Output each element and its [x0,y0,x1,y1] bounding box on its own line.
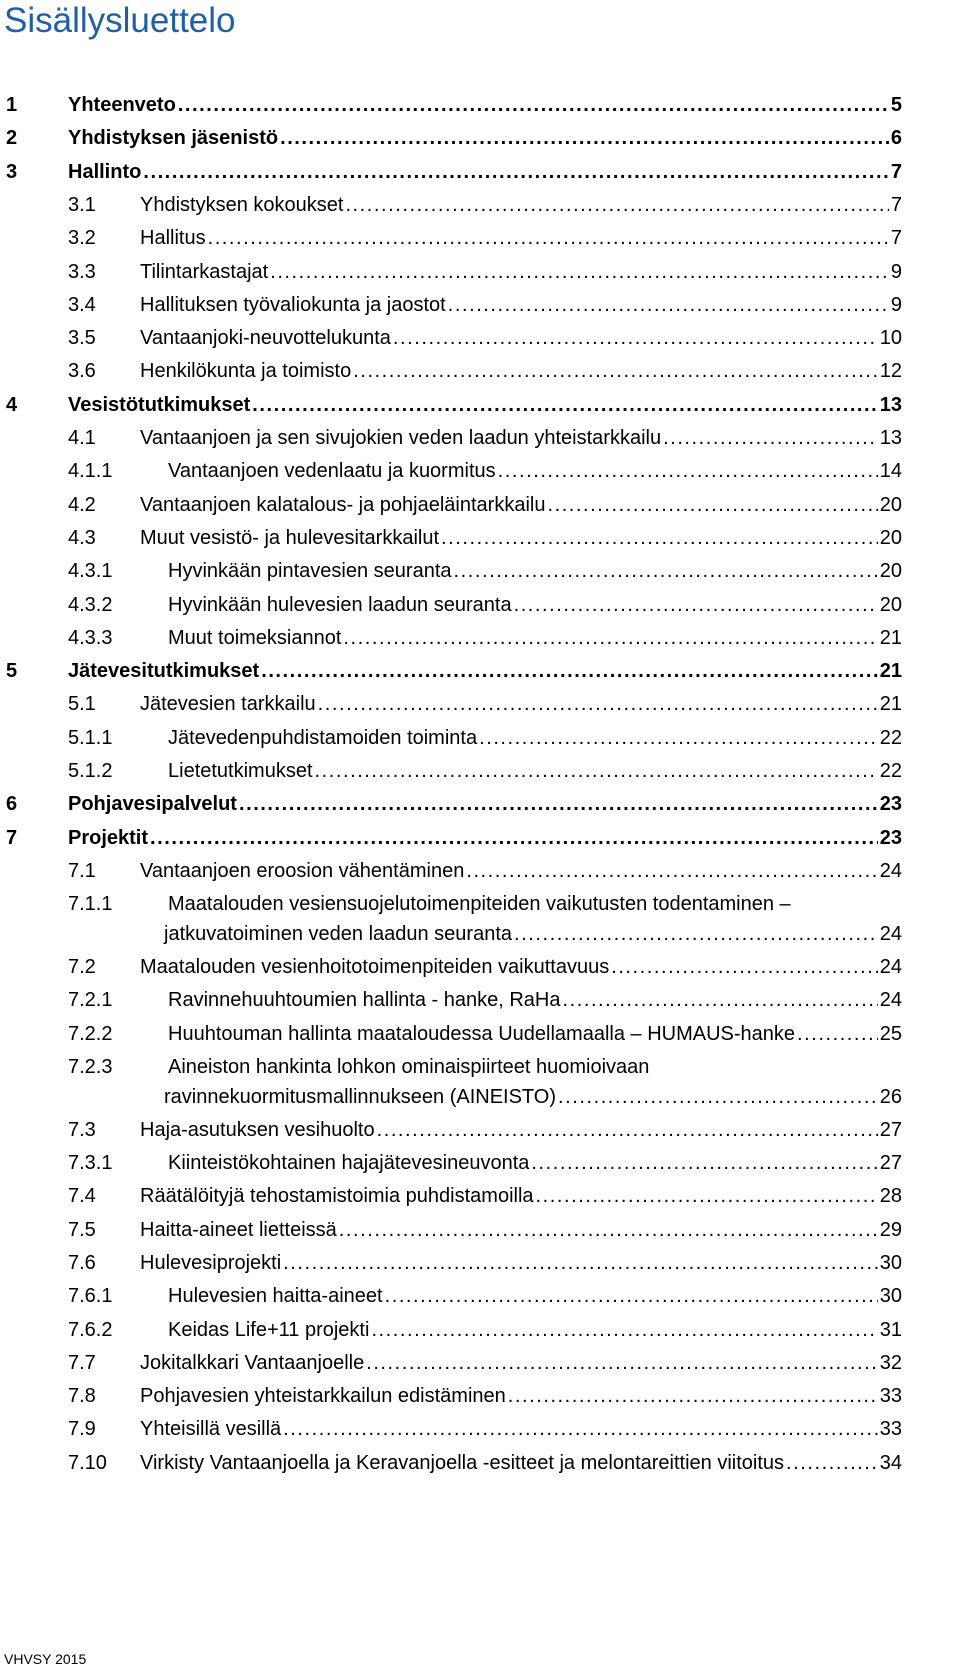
toc-entry-title: Virkisty Vantaanjoella ja Keravanjoella -esitteet ja melontareittien viitoitus [140,1451,785,1474]
dot-leader [466,858,877,884]
dot-leader [150,825,878,851]
toc-entry-title: Kiinteistökohtainen hajajätevesineuvonta [168,1152,530,1174]
toc-entry-title: Tilintarkastajat [140,260,269,283]
toc-entry-number: 4.3.2 [68,593,113,616]
toc-entry-title: Hyvinkään pintavesien seuranta [168,560,452,583]
dot-leader [239,791,878,817]
toc-entry-number: 7.3 [68,1118,96,1141]
toc-entry-page-number: 9 [890,260,902,283]
toc-entry[interactable] [0,758,960,784]
toc-entry-number: 7.3.1 [68,1152,113,1174]
toc-entry-page-number: 28 [879,1185,902,1208]
toc-entry-title: Hulevesien haitta-aineet [168,1285,383,1308]
toc-entry-title: Hallituksen työvaliokunta ja jaostot [140,293,446,316]
toc-entry-title: Yhdistyksen kokoukset [140,193,344,216]
toc-entry-number: 3.4 [68,293,96,316]
toc-entry-page-number: 30 [879,1251,902,1274]
toc-entry[interactable] [0,125,960,151]
toc-entry[interactable] [0,1183,960,1209]
toc-entry[interactable] [0,1283,960,1309]
toc-entry-number: 3 [6,160,18,183]
toc-entry-number: 7.2.1 [68,989,113,1012]
toc-entry-page-number: 5 [890,94,902,116]
toc-entry-page-number: 20 [879,493,902,516]
toc-entry-page-number: 9 [890,293,902,316]
toc-entry-number: 7.6.1 [68,1285,113,1308]
dot-leader [479,725,878,751]
dot-leader [393,325,878,351]
dot-leader [252,392,877,418]
toc-entry-page-number: 23 [879,793,902,816]
dot-leader [377,1117,878,1143]
toc-entry-title: Pohjavesipalvelut [68,793,237,816]
toc-entry-title: jatkuvatoiminen veden laadun seuranta [164,923,513,946]
toc-entry-number: 7.1.1 [68,893,113,916]
toc-entry[interactable] [0,1416,960,1442]
dot-leader [531,1150,877,1176]
toc-entry[interactable] [0,825,960,851]
toc-entry-title: Hulevesiprojekti [140,1251,282,1274]
toc-entry-number: 5.1.2 [68,760,113,782]
toc-entry[interactable] [0,558,960,584]
dot-leader [797,1021,878,1047]
toc-entry-title: Maatalouden vesienhoitotoimenpiteiden vaikuttavuus [140,956,610,978]
toc-entry-page-number: 30 [879,1285,902,1308]
toc-entry-title: Yhteisillä vesillä [140,1418,282,1441]
toc-entry-page-number: 24 [879,989,902,1012]
dot-leader [366,1350,878,1376]
toc-entry-number: 5 [6,660,18,683]
dot-leader [353,358,878,384]
page-footer: VHVSY 2015 [4,1651,87,1667]
toc-entry[interactable] [0,1054,960,1110]
dot-leader [385,1283,878,1309]
toc-entry-number: 4.2 [68,493,96,516]
toc-entry-page-number: 20 [879,526,902,549]
toc-entry-title: Projektit [68,826,149,849]
toc-entry-number: 6 [6,793,18,816]
dot-leader [547,492,877,518]
toc-entry-page-number: 25 [879,1022,902,1045]
toc-entry-number: 4.3 [68,526,96,549]
dot-leader [280,125,889,151]
toc-entry[interactable] [0,259,960,285]
toc-entry-page-number: 20 [879,593,902,616]
toc-entry-page-number: 14 [879,460,902,483]
toc-entry-page-number: 24 [879,859,902,882]
toc-entry-page-number: 12 [879,360,902,383]
toc-entry-number: 7.9 [68,1418,96,1441]
toc-entry[interactable] [0,658,960,684]
toc-entry-title: Jätevedenpuhdistamoiden toiminta [168,726,478,749]
toc-entry-title: Lietetutkimukset [168,760,313,782]
toc-entry[interactable] [0,1383,960,1409]
toc-entry-number: 7.10 [68,1451,107,1474]
toc-entry-title-line1: Aineiston hankinta lohkon ominaispiirteet huomioivaan [168,1055,650,1078]
dot-leader [558,1084,878,1110]
toc-entry-page-number: 34 [879,1451,902,1474]
toc-entry-title: Yhdistyksen jäsenistö [68,127,279,150]
toc-entry-title: Vesistötutkimukset [68,393,251,416]
toc-entry-title: Keidas Life+11 projekti [168,1318,370,1341]
toc-entry[interactable] [0,1350,960,1376]
toc-entry-page-number: 31 [879,1318,902,1341]
toc-entry[interactable] [0,791,960,817]
toc-entry-title: Hallinto [68,160,142,183]
toc-entry-page-number: 22 [879,726,902,749]
toc-entry[interactable] [0,891,960,947]
toc-entry[interactable] [0,625,960,651]
toc-entry-page-number: 23 [879,826,902,849]
dot-leader [178,92,889,118]
dot-leader [514,921,878,947]
toc-entry-number: 7.6 [68,1251,96,1274]
toc-entry-page-number: 27 [879,1152,902,1174]
toc-entry-title: Huuhtouman hallinta maataloudessa Uudellamaalla – HUMAUS-hanke [168,1022,796,1045]
toc-entry-number: 3.1 [68,193,96,216]
toc-entry[interactable] [0,1117,960,1143]
toc-entry[interactable] [0,325,960,351]
toc-entry-page-number: 24 [879,923,902,946]
toc-entry[interactable] [0,858,960,884]
dot-leader [318,691,878,717]
toc-entry-page-number: 13 [879,393,902,416]
toc-entry-page-number: 32 [879,1351,902,1374]
toc-entry-title: Ravinnehuuhtoumien hallinta - hanke, RaHa [168,989,561,1012]
toc-entry-page-number: 33 [879,1418,902,1441]
toc-entry[interactable] [0,1317,960,1343]
toc-entry-number: 3.2 [68,227,96,250]
toc-entry-page-number: 22 [879,760,902,782]
toc-entry[interactable] [0,159,960,185]
toc-entry-number: 7.6.2 [68,1318,113,1341]
toc-entry[interactable] [0,358,960,384]
toc-entry-page-number: 7 [890,227,902,250]
toc-entry-title: Vantaanjoen vedenlaatu ja kuormitus [168,460,496,483]
toc-entry[interactable] [0,592,960,618]
dot-leader [611,954,878,980]
toc-entry-number: 4.3.3 [68,626,113,649]
toc-entry-number: 5.1.1 [68,726,113,749]
toc-entry-title: Vantaanjoen eroosion vähentäminen [140,859,465,882]
dot-leader [343,625,877,651]
toc-entry-title: Vantaanjoki-neuvottelukunta [140,327,391,350]
toc-entry-title: Jokitalkkari Vantaanjoelle [140,1351,365,1374]
toc-entry-title: Jätevesien tarkkailu [140,693,316,716]
toc-entry-title: Muut toimeksiannot [168,626,342,649]
toc-entry-page-number: 26 [879,1085,902,1108]
toc-entry[interactable] [0,725,960,751]
toc-entry[interactable] [0,192,960,218]
toc-entry-title: Haja-asutuksen vesihuolto [140,1118,375,1141]
toc-entry-title: Hallitus [140,227,206,250]
toc-entry[interactable] [0,1450,960,1476]
toc-entry-number: 5.1 [68,693,96,716]
toc-entry[interactable] [0,92,960,118]
toc-entry[interactable] [0,525,960,551]
toc-entry-page-number: 24 [879,956,902,978]
dot-leader [283,1250,878,1276]
dot-leader [786,1450,878,1476]
toc-entry-number: 7.8 [68,1385,96,1408]
toc-entry-page-number: 7 [890,193,902,216]
toc-entry[interactable] [0,954,960,980]
dot-leader [448,292,889,318]
toc-entry-page-number: 13 [879,427,902,449]
toc-entry-number: 3.6 [68,360,96,383]
toc-entry-page-number: 29 [879,1218,902,1241]
dot-leader [270,259,889,285]
toc-entry-title: Vantaanjoen kalatalous- ja pohjaeläintarkkailu [140,493,546,516]
dot-leader [441,525,878,551]
dot-leader [283,1416,878,1442]
toc-entry-title: ravinnekuormitusmallinnukseen (AINEISTO) [164,1085,557,1108]
toc-entry-number: 3.5 [68,327,96,350]
toc-entry-title: Vantaanjoen ja sen sivujokien veden laadun yhteistarkkailu [140,427,662,449]
toc-entry[interactable] [0,1250,960,1276]
toc-entry-number: 1 [6,94,18,116]
toc-entry-number: 7.4 [68,1185,96,1208]
toc-entry[interactable] [0,492,960,518]
toc-entry-number: 7.5 [68,1218,96,1241]
dot-leader [208,225,889,251]
dot-leader [371,1317,877,1343]
dot-leader [508,1383,878,1409]
toc-entry-number: 7.7 [68,1351,96,1374]
toc-entry[interactable] [0,691,960,717]
toc-entry-number: 7 [6,826,18,849]
toc-entry[interactable] [0,292,960,318]
toc-entry-title: Pohjavesien yhteistarkkailun edistäminen [140,1385,506,1408]
toc-entry-title: Haitta-aineet lietteissä [140,1218,337,1241]
toc-entry-title: Muut vesistö- ja hulevesitarkkailut [140,526,440,549]
toc-entry-number: 7.2 [68,956,96,978]
toc-entry-page-number: 21 [879,660,902,683]
toc-entry-number: 2 [6,127,18,150]
toc-entry-page-number: 21 [879,693,902,716]
dot-leader [454,558,878,584]
toc-entry-number: 3.3 [68,260,96,283]
toc-entry[interactable] [0,987,960,1013]
toc-entry-page-number: 10 [879,327,902,350]
toc-entry-number: 7.2.2 [68,1022,113,1045]
toc-entry-page-number: 6 [890,127,902,150]
toc-entry-page-number: 21 [879,626,902,649]
toc-entry-number: 4.1 [68,427,96,449]
toc-entry[interactable] [0,1217,960,1243]
toc-entry-number: 7.1 [68,859,96,882]
toc-entry[interactable] [0,1021,960,1047]
toc-entry-page-number: 7 [890,160,902,183]
toc-entry[interactable] [0,1150,960,1176]
toc-entry-title: Räätälöityjä tehostamistoimia puhdistamoilla [140,1185,534,1208]
toc-entry-page-number: 33 [879,1385,902,1408]
toc-entry-title: Jätevesitutkimukset [68,660,260,683]
toc-entry-number: 4.1.1 [68,460,113,483]
dot-leader [315,758,878,784]
dot-leader [498,458,878,484]
toc-entry[interactable] [0,458,960,484]
toc-entry-number: 4 [6,393,18,416]
toc-entry-page-number: 20 [879,560,902,583]
dot-leader [514,592,878,618]
toc-entry-number: 4.3.1 [68,560,113,583]
toc-entry[interactable] [0,225,960,251]
toc-entry[interactable] [0,392,960,418]
dot-leader [536,1183,878,1209]
dot-leader [339,1217,878,1243]
dot-leader [345,192,888,218]
dot-leader [261,658,878,684]
toc-entry-title: Hyvinkään hulevesien laadun seuranta [168,593,512,616]
toc-entry-page-number: 27 [879,1118,902,1141]
toc-entry-title-line1: Maatalouden vesiensuojelutoimenpiteiden vaikutusten todentaminen – [168,893,791,916]
toc-entry-title: Yhteenveto [68,94,176,116]
page-title: Sisällysluettelo [4,1,236,40]
dot-leader [143,159,889,185]
toc-entry-number: 7.2.3 [68,1055,113,1078]
dot-leader [562,987,877,1013]
dot-leader [663,425,878,451]
toc-entry[interactable] [0,425,960,451]
toc-entry-title: Henkilökunta ja toimisto [140,360,352,383]
